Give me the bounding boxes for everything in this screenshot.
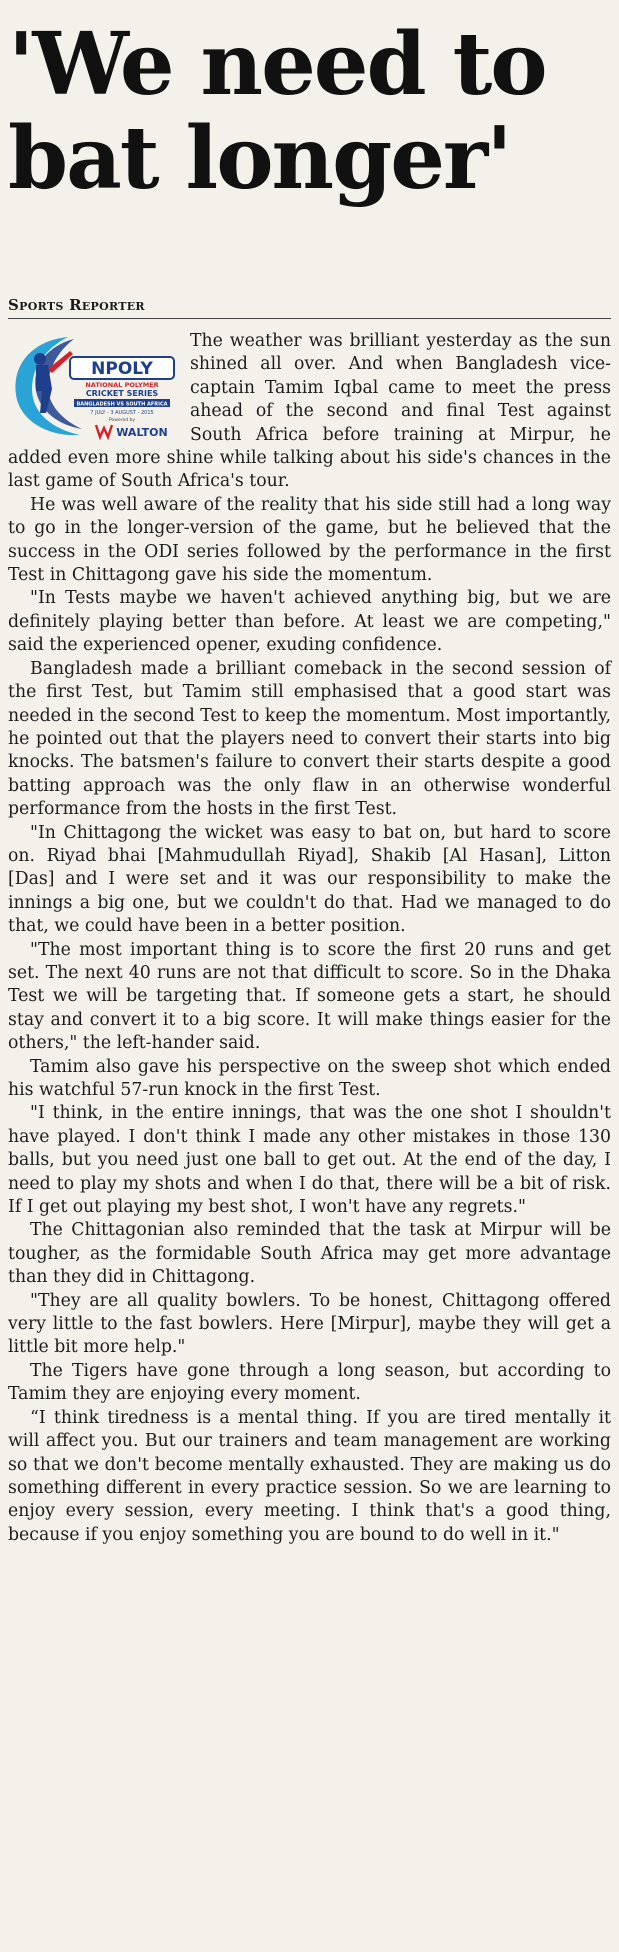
logo-line3: BANGLADESH VS SOUTH AFRICA	[76, 401, 168, 408]
logo-sponsor: WALTON	[116, 426, 168, 439]
logo-line2: CRICKET SERIES	[85, 389, 159, 398]
paragraph: The Tigers have gone through a long season, but according to Tamim they are enjoying every moment.	[8, 1360, 611, 1405]
paragraph: "The most important thing is to score the first 20 runs and get set. The next 40 runs are not that difficult to score. So in the Dhaka Test we will be targeting that. If someone gets a start, he should stay and convert it to a big score. It will make things easier for the others," the left-hander said.	[8, 939, 611, 1054]
headline: 'We need to bat longer'	[8, 14, 546, 209]
paragraph: He was well aware of the reality that his side still had a long way to go in the longer-version of the game, but he believed that the success in the ODI series followed by the performance in the first Test in Chittagong gave his side the momentum.	[8, 494, 611, 586]
paragraph: The Chittagonian also reminded that the task at Mirpur will be tougher, as the formidable South Africa may get more advantage than they did in Chittagong.	[8, 1220, 611, 1288]
paragraph: "They are all quality bowlers. To be honest, Chittagong offered very little to the fast bowlers. Here [Mirpur], maybe they will get a little bit more help."	[8, 1290, 611, 1358]
logo-brand: NPOLY	[91, 359, 153, 379]
article-body	[8, 330, 611, 1547]
logo-powered: Powered by	[108, 418, 136, 423]
paragraph: “I think tiredness is a mental thing. If you are tired mentally it will affect you. But our trainers and team management are working so that we don't become mentally exhausted. They are making us do something different in every practice session. So we are learning to enjoy every session, every meeting. I think that's a good thing, because if you enjoy something you are bound to do well in it."	[8, 1407, 611, 1545]
logo-dates: 7 JULY - 3 AUGUST - 2015	[90, 410, 154, 416]
byline: Sports Reporter	[8, 296, 145, 314]
paragraph: "I think, in the entire innings, that was the one shot I shouldn't have played. I don't think I made any other mistakes in those 130 balls, but you need just one ball to get out. At the end of the day, I need to play my shots and when I do that, there will be a bit of risk. If I get out playing my best shot, I won't have any regrets."	[8, 1103, 611, 1218]
paragraph: Tamim also gave his perspective on the sweep shot which ended his watchful 57-run knock in the first Test.	[8, 1056, 611, 1100]
byline-divider	[8, 318, 611, 319]
paragraph: Bangladesh made a brilliant comeback in the second session of the first Test, but Tamim still emphasised that a good start was needed in the second Test to keep the momentum. Most importantly, he pointed out that the players need to convert their starts into big knocks. The batsmen's failure to convert their starts despite a good batting approach was the only flaw in an otherwise wonderful performance from the hosts in the first Test.	[8, 658, 611, 820]
logo-placeholder	[8, 330, 190, 444]
paragraph: "In Chittagong the wicket was easy to bat on, but hard to score on. Riyad bhai [Mahmudullah Riyad], Shakib [Al Hasan], Litton [Das] and I were set and it was our responsibility to make the innings a big one, but we couldn't do that. Had we managed to do that, we could have been in a better position.	[8, 822, 611, 937]
logo-line1: NATIONAL POLYMER	[85, 381, 159, 389]
paragraph: "In Tests maybe we haven't achieved anything big, but we are definitely playing better than before. At least we are competing," said the experienced opener, exuding confidence.	[8, 588, 611, 656]
paragraph: The weather was brilliant yesterday as the sun shined all over. And when Bangladesh vice-captain Tamim Iqbal came to meet the press ahead of the second and final Test against South Africa before training at Mirpur, he added even more shine while talking about his side's chances in the last game of South Africa's tour.	[8, 331, 611, 492]
